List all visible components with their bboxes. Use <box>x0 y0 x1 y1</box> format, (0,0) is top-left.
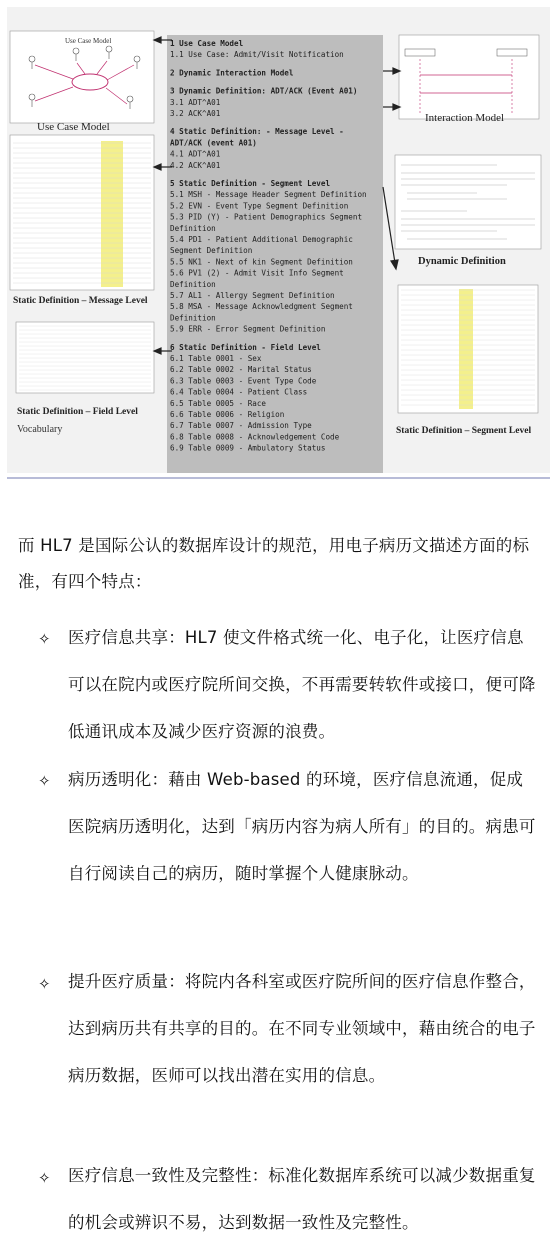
segment-level-caption: Static Definition – Segment Level <box>396 426 532 436</box>
intro-paragraph: 而 HL7 是国际公认的数据库设计的规范，用电子病历文描述方面的标准，有四个特点： <box>18 536 530 591</box>
bullet-icon: ✧ <box>38 772 51 790</box>
toc-line: 6.9 Table 0009 - Ambulatory Status <box>170 443 326 453</box>
toc-line: 6.1 Table 0001 - Sex <box>170 354 262 363</box>
use-case-diagram-title: Use Case Model <box>65 37 112 45</box>
feature-item-consistency: 医疗信息一致性及完整性：标准化数据库系统可以减少数据重复的机会或辨识不易，达到数据一致性及完整性。 <box>68 1166 536 1232</box>
toc-line: Definition <box>170 313 216 323</box>
toc-line: 5.5 NK1 - Next of kin Segment Definition <box>170 257 353 267</box>
toc-line: 4 Static Definition: - Message Level - <box>170 127 344 137</box>
toc-line: 3.1 ADT^A01 <box>170 97 221 107</box>
vocabulary-caption: Vocabulary <box>17 424 63 435</box>
toc-line: Definition <box>170 223 216 233</box>
use-case-caption: Use Case Model <box>37 121 110 133</box>
toc-line: 6.7 Table 0007 - Admission Type <box>170 421 312 431</box>
hl7-profile-figure <box>7 7 550 473</box>
toc-line: 5.8 MSA - Message Acknowledgment Segment <box>170 302 353 312</box>
bullet-icon: ✧ <box>38 975 51 993</box>
dynamic-definition-box <box>395 155 541 267</box>
figure-divider <box>7 477 550 479</box>
feature-item-transparency: 病历透明化：藉由 Web-based 的环境，医疗信息流通，促成医院病历透明化，达到「病历内容为病人所有」的目的。病患可自行阅读自己的病历，随时掌握个人健康脉动。 <box>68 770 536 883</box>
toc-line: 3.2 ACK^A01 <box>170 109 221 118</box>
interaction-caption: Interaction Model <box>425 112 505 124</box>
toc-line: 6.5 Table 0005 - Race <box>170 398 267 408</box>
interaction-diagram <box>399 35 539 124</box>
dynamic-caption: Dynamic Definition <box>418 256 506 267</box>
toc-line: 6.3 Table 0003 - Event Type Code <box>170 376 317 386</box>
toc-line: 6.4 Table 0004 - Patient Class <box>170 387 308 397</box>
toc-line: 5.7 AL1 - Allergy Segment Definition <box>170 291 335 300</box>
toc-line: ADT/ACK (event A01) <box>170 138 257 148</box>
feature-item-quality: 提升医疗质量：将院内各科室或医疗院所间的医疗信息作整合，达到病历共有共享的目的。在不同专业领域中，藉由统合的电子病历数据，医师可以找出潜在实用的信息。 <box>68 972 536 1085</box>
toc-line: 2 Dynamic Interaction Model <box>170 68 294 78</box>
toc-line: 6.6 Table 0006 - Religion <box>170 410 285 419</box>
toc-line: 1.1 Use Case: Admit/Visit Notification <box>170 50 344 60</box>
toc-line: 5.9 ERR - Error Segment Definition <box>170 324 326 334</box>
toc-line: 3 Dynamic Definition: ADT/ACK (Event A01) <box>170 86 358 96</box>
toc-line: 5 Static Definition - Segment Level <box>170 179 331 188</box>
message-level-caption: Static Definition – Message Level <box>13 296 148 306</box>
toc-line: 4.2 ACK^A01 <box>170 160 221 170</box>
figure-svg <box>7 7 550 473</box>
bullet-icon: ✧ <box>38 1169 51 1187</box>
message-level-table <box>10 135 154 306</box>
toc-line: 6.2 Table 0002 - Marital Status <box>170 365 312 375</box>
toc-line: 6.8 Table 0008 - Acknowledgement Code <box>170 432 340 442</box>
toc-line: 5.1 MSH - Message Header Segment Definition <box>170 190 367 200</box>
feature-item-sharing: 医疗信息共享：HL7 使文件格式统一化、电子化，让医疗信息可以在院内或医疗院所间交换，不再需要转软件或接口，便可降低通讯成本及减少医疗资源的浪费。 <box>68 628 536 741</box>
toc-line: 5.2 EVN - Event Type Segment Definition <box>170 201 349 211</box>
toc-line: 5.4 PD1 - Patient Additional Demographic <box>170 235 353 244</box>
toc-line: 5.3 PID (Y) - Patient Demographics Segment <box>170 212 363 222</box>
toc-line: 1 Use Case Model <box>170 39 244 48</box>
segment-level-table <box>396 285 538 436</box>
field-level-table <box>16 322 154 435</box>
toc-line: Definition <box>170 279 216 289</box>
field-level-caption: Static Definition – Field Level <box>17 407 138 417</box>
toc-line: 5.6 PV1 (2) - Admit Visit Info Segment <box>170 268 344 278</box>
use-case-diagram <box>10 31 154 133</box>
toc-line: 4.1 ADT^A01 <box>170 149 221 159</box>
toc-line: Segment Definition <box>170 246 253 256</box>
bullet-icon: ✧ <box>38 630 51 648</box>
toc-line: 6 Static Definition - Field Level <box>170 342 321 352</box>
